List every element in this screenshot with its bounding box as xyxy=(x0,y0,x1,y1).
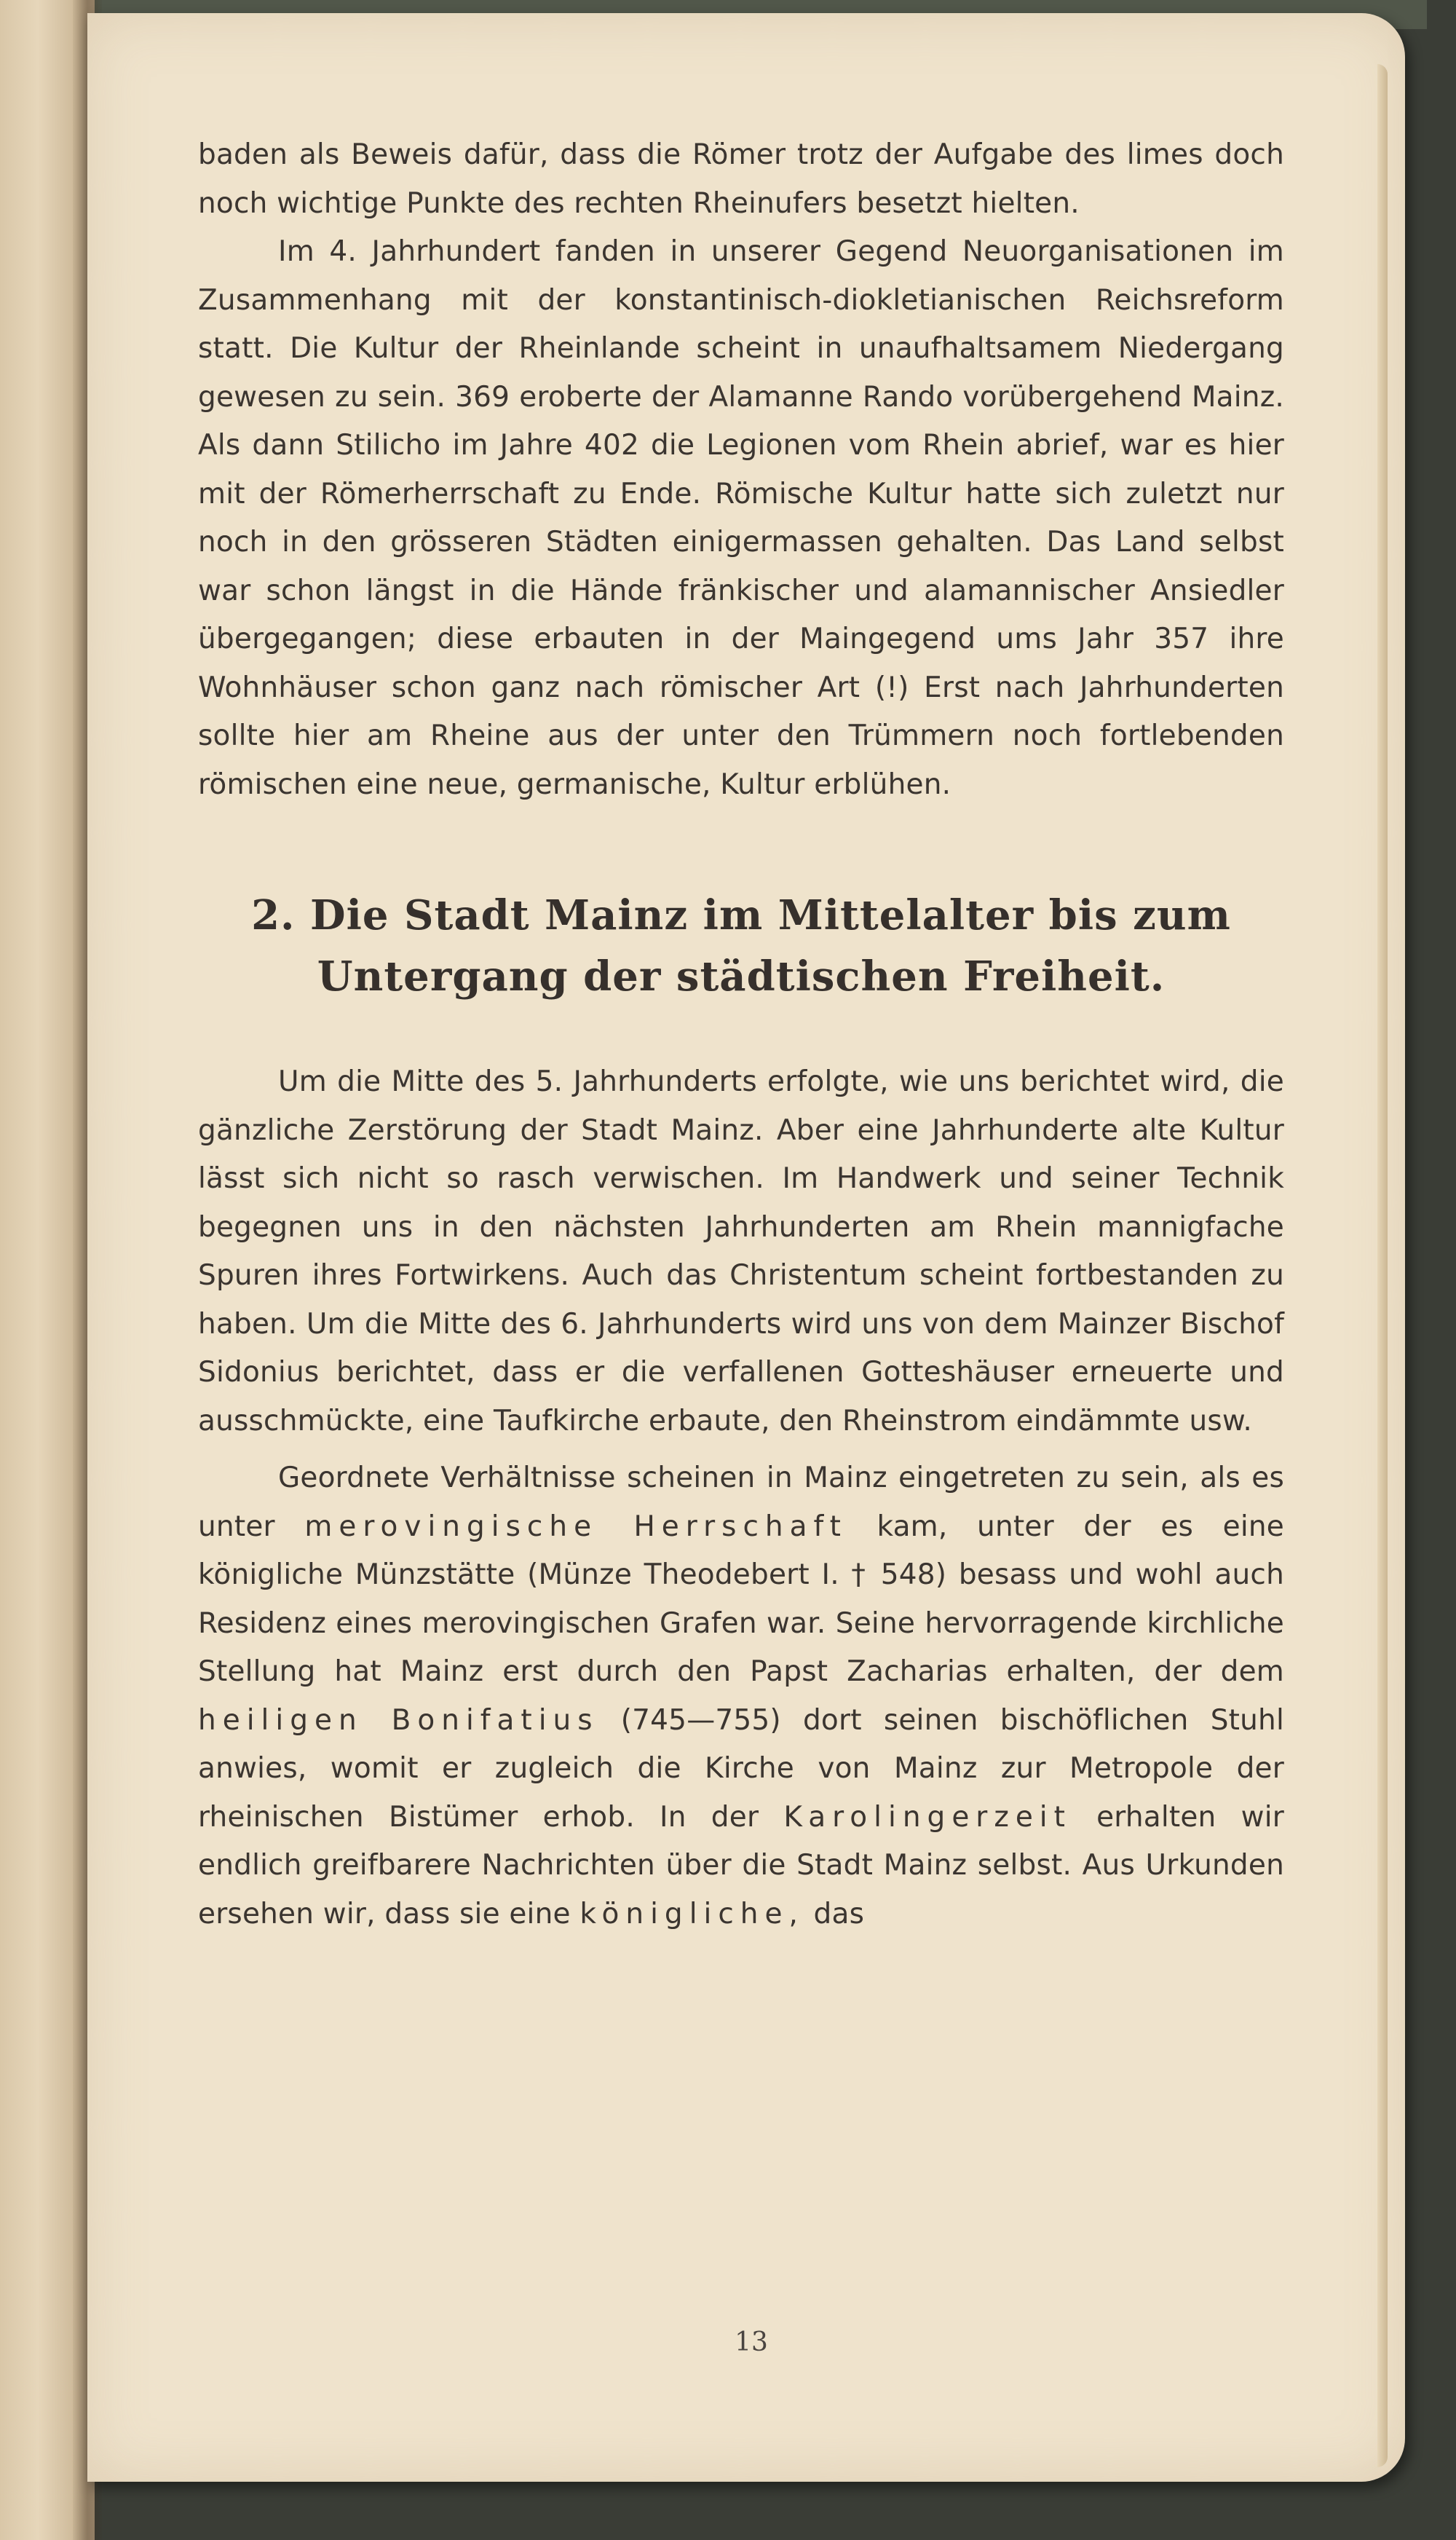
emphasis-koenigliche: königliche, xyxy=(579,1897,804,1930)
paragraph-5th-century: Um die Mitte des 5. Jahrhunderts erfolgte, wie uns berichtet wird, die gänzliche Zerstörung der Stadt Mainz. Aber eine Jahrhunderte alte Kultur lässt sich nicht so rasch verwischen. Im Handwerk und seiner Technik begegnen uns in den nächsten Jahrhunderten am Rhein mannigfache Spuren ihres Fortwirkens. Auch das Christentum scheint fortbestanden zu haben. Um die Mitte des 6. Jahrhunderts wird uns von dem Mainzer Bischof Sidonius berichtet, dass er die verfallenen Gotteshäuser erneuerte und ausschmückte, eine Taufkirche erbaute, den Rheinstrom eindämmte usw. xyxy=(198,1065,1284,1437)
page-text xyxy=(198,131,1284,1938)
text-run: kam, unter der es eine königliche Münzstätte (Münze Theodebert I. † 548) besass und wohl auch Residenz eines merovingischen Grafen war. Seine hervorragende kirchliche Stellung hat Mainz erst durch den Papst Zacharias erhalten, der dem xyxy=(198,1510,1284,1688)
emphasis-karolingerzeit: Karolingerzeit xyxy=(783,1800,1072,1834)
text-run: (745—755) dort seinen bischöflichen Stuhl anwies, womit er zugleich die Kirche von Mainz zur Metropole der rheinischen Bistümer erhob. In der xyxy=(198,1703,1285,1834)
paragraph-4th-century: Im 4. Jahrhundert fanden in unserer Gegend Neuorganisationen im Zusammenhang mit der konstantinisch-diokletianischen Reichsreform statt. Die Kultur der Rheinlande scheint in unaufhaltsamem Niedergang gewesen zu sein. 369 eroberte der Alamanne Rando vorübergehend Mainz. Als dann Stilicho im Jahre 402 die Legionen vom Rhein abrief, war es hier mit der Römerherrschaft zu Ende. Römische Kultur hatte sich zuletzt nur noch in den grösseren Städten einigermassen gehalten. Das Land selbst war schon längst in die Hände fränkischer und alamannischer Ansiedler übergegangen; diese erbauten in der Maingegend ums Jahr 357 ihre Wohnhäuser schon ganz nach römischer Art (!) Erst nach Jahrhunderten sollte hier am Rheine aus der unter den Trümmern noch fortlebenden römischen eine neue, germanische, Kultur erblühen. xyxy=(198,235,1284,801)
paragraph-continuation: baden als Beweis dafür, dass die Römer trotz der Aufgabe des limes doch noch wichtige Punkte des rechten Rheinufers besetzt hielten. xyxy=(198,138,1284,220)
section-heading xyxy=(198,885,1284,1007)
page-edge xyxy=(1377,64,1388,2467)
paragraph-merovingian xyxy=(198,1454,1284,1938)
text-run: das xyxy=(813,1897,865,1930)
emphasis-merovingian: merovingische Herrschaft xyxy=(304,1510,847,1543)
text-run: Geordnete Verhältnisse scheinen in Mainz eingetreten zu sein, als es unter xyxy=(198,1462,1284,1543)
heading-line-2: Untergang der städtischen Freiheit. xyxy=(317,952,1166,1001)
page-number: 13 xyxy=(735,2327,768,2357)
text-run: erhalten wir endlich greifbarere Nachrichten über die Stadt Mainz selbst. Aus Urkunden ersehen wir, dass sie eine xyxy=(198,1800,1284,1930)
heading-line-1: 2. Die Stadt Mainz im Mittelalter bis zum xyxy=(251,891,1231,939)
emphasis-bonifatius: heiligen Bonifatius xyxy=(198,1703,599,1737)
